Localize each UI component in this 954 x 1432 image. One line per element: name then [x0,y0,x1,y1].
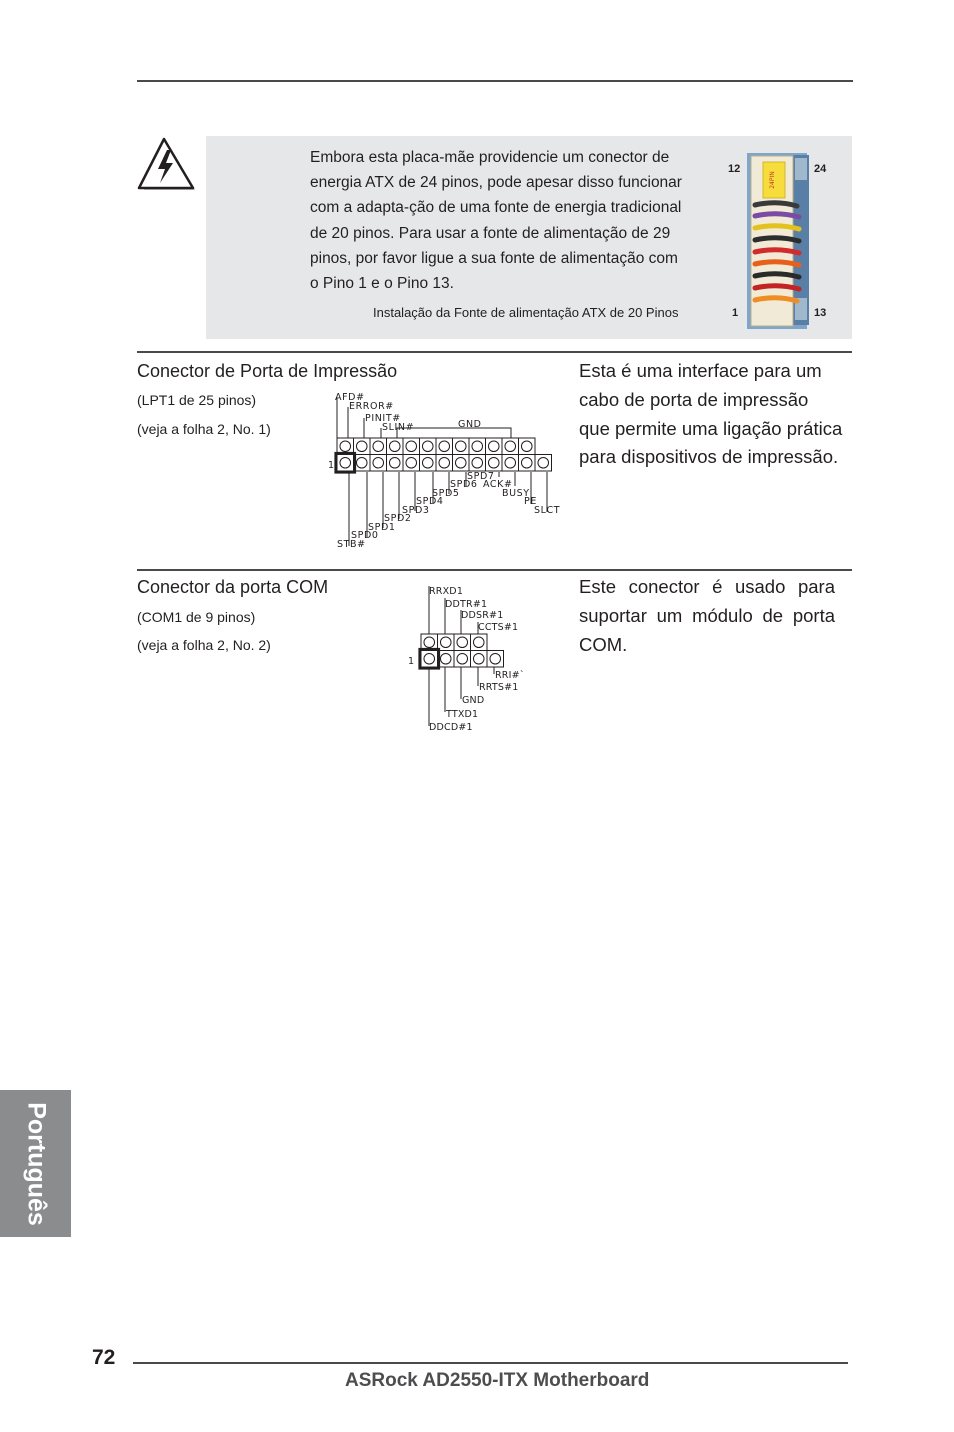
lpt-section-title: Conector de Porta de Impressão [137,361,398,381]
note-line: Embora esta placa-mãe providencie um conector de [310,149,670,166]
lpt-pin [538,457,549,468]
lpt-pin [488,441,499,452]
lpt-pin [389,457,400,468]
lpt-label-afd: AFD# [335,392,365,403]
com-label-gnd: GND [462,695,485,706]
lpt-pin [356,441,367,452]
lpt-pin [521,457,532,468]
lpt-pin [472,441,483,452]
lpt-description [579,357,854,472]
desc-line: suportar um módulo de porta [579,604,835,626]
lpt-label-ack: ACK# [483,479,513,490]
lpt-pin [406,441,417,452]
note-line: energia ATX de 24 pinos, pode apesar disso funcionar [310,174,682,192]
note-line: o Pino 1 e o Pino 13. [310,275,454,293]
com-label-rrxd1: RRXD1 [429,586,464,597]
lpt-label-spd5: SPD5 [432,488,460,499]
page-number: 72 [92,1346,116,1369]
com-pin [424,637,435,648]
com-pin1-highlight [420,649,440,669]
com-pin1-marker: 1 [408,656,415,667]
lpt-pin [389,441,400,452]
desc-line: para dispositivos de impressão. [579,446,839,468]
lpt-pin [521,441,532,452]
com-pin [457,637,468,648]
lpt-label-spd6: SPD6 [450,479,478,490]
lpt-label-spd0: SPD0 [351,530,379,541]
desc-line: cabo de porta de impressão [579,388,809,410]
com-pin [473,653,484,664]
lpt-label-spd7: SPD7 [467,471,495,482]
com-section-title: Conector da porta COM [137,577,329,597]
pin-label-1: 1 [732,307,739,319]
lpt-pin-diagram [325,388,565,552]
connector-24pin-label: 24PIN [769,171,776,189]
com-pin [440,653,451,664]
com-label-rrts1: RRTS#1 [479,682,519,693]
lpt-label-pe: PE [524,496,537,507]
com-label-rri: RRI#` [495,670,525,681]
footer-title: ASRock AD2550-ITX Motherboard [345,1370,650,1391]
lpt-pin1-marker: 1 [328,460,335,471]
desc-line: Esta é uma interface para um [579,360,822,381]
com-pin [424,653,435,664]
pin-label-12: 12 [728,163,741,175]
lpt-pin [422,457,433,468]
note-line: pinos, por favor ligue a sua fonte de alimentação com [310,249,678,267]
com-label-ttxd1: TTXD1 [446,709,479,720]
com-label-ccts1: CCTS#1 [478,622,519,633]
note-line: com a adapta-ção de uma fonte de energia tradicional [310,199,682,217]
lpt-pin1-highlight [336,453,356,473]
lpt-label-pinit: PINIT# [365,413,401,424]
lpt-pin [406,457,417,468]
note-line: de 20 pinos. Para usar a fonte de alimentação de 29 [310,224,671,242]
atx-connector-photo [727,150,852,330]
lpt-pin [439,441,450,452]
lpt-pin [340,441,351,452]
com-section-rule [137,569,852,571]
lpt-pin [455,441,466,452]
com-label-ddcd1: DDCD#1 [429,722,473,733]
lpt-pin [422,441,433,452]
lpt-label-spd2: SPD2 [384,513,412,524]
pin-label-24: 24 [814,163,827,175]
lpt-pin [455,457,466,468]
lpt-label-slin: SLIN# [382,422,415,433]
desc-line: Este conector é usado para [579,576,835,597]
com-pin [457,653,468,664]
warning-note-text [310,145,722,296]
com-pin [440,637,451,648]
lpt-label-spd3: SPD3 [402,505,430,516]
lpt-pin [472,457,483,468]
desc-line: COM. [579,633,628,655]
language-tab-label: Português [22,1101,50,1226]
lpt-label-stb: STB# [337,539,366,550]
language-side-tab [0,1090,71,1237]
lpt-pin [505,457,516,468]
pin-label-13: 13 [814,307,827,319]
com-pin [490,653,501,664]
desc-line: que permite uma ligação prática [579,417,843,439]
lpt-pin [373,457,384,468]
com-pin-count: (COM1 de 9 pinos) [137,609,256,625]
com-pin-diagram [405,583,535,733]
lpt-pin [340,457,351,468]
lpt-label-gnd: GND [458,419,482,430]
lpt-pin [488,457,499,468]
footer-rule [133,1362,848,1364]
lpt-label-error: ERROR# [349,401,394,412]
com-pin [473,637,484,648]
com-sheet-reference: (veja a folha 2, No. 2) [137,637,271,653]
lpt-label-slct: SLCT [534,505,561,516]
lpt-section-rule [137,351,852,353]
lpt-pin [356,457,367,468]
lpt-sheet-reference: (veja a folha 2, No. 1) [137,421,271,437]
lpt-label-spd4: SPD4 [416,496,444,507]
warning-lightning-icon [136,136,196,192]
lpt-pin [373,441,384,452]
top-rule [137,80,853,82]
lpt-label-spd1: SPD1 [368,522,396,533]
photo-caption: Instalação da Fonte de alimentação ATX de 20 Pinos [373,305,679,320]
com-label-ddsr1: DDSR#1 [461,610,504,621]
lpt-pin-count: (LPT1 de 25 pinos) [137,392,257,408]
lpt-pin-grid [336,438,552,473]
lpt-label-busy: BUSY [502,488,530,499]
com-pin-grid [420,634,504,669]
lpt-pin [439,457,450,468]
lpt-pin [505,441,516,452]
com-description [579,573,835,659]
com-label-ddtr1: DDTR#1 [445,599,488,610]
